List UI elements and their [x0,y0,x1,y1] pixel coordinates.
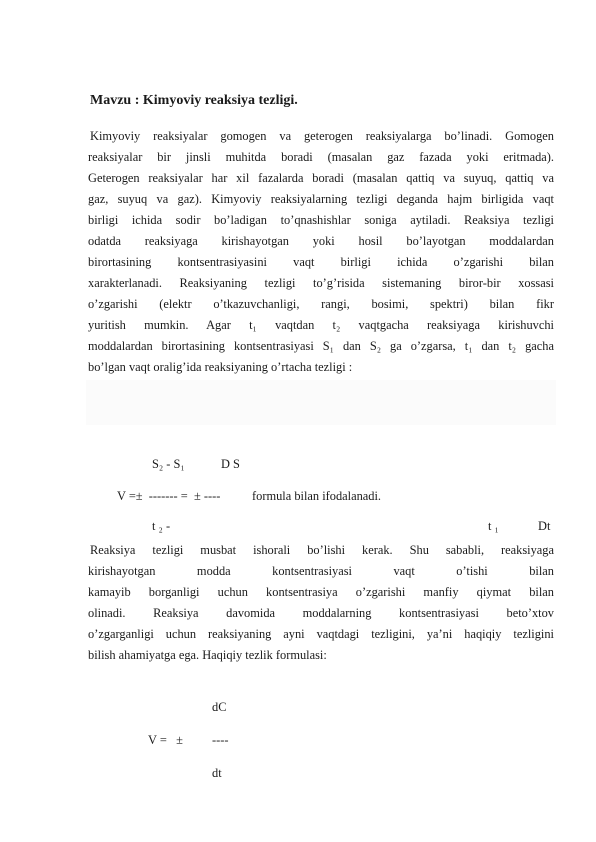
shaded-spacer [86,380,556,425]
formula2-denominator: dt [212,766,222,780]
formula2-lhs: V = ± [148,733,183,747]
paragraph-line: Kimyoviy reaksiyalar gomogen va geterogen reaksiyalarga bo’linadi. Gomogen [90,129,554,143]
formula1-numerator: S₂ - S₁ [152,457,185,471]
paragraph-line: bo’lgan vaqt oralig’ida reaksiyaning o’rtacha tezligi : [88,360,353,374]
paragraph-line: kamayib borganligi uchun kontsentrasiya o’zgarishi manfiy qiymat bilan [88,585,554,599]
paragraph-line: birortasining kontsentrasiyasini vaqt birligi ichida o’zgarishi bilan [88,255,554,269]
paragraph-line: o’zgarishi (elektr o’tkazuvchanligi, rangi, bosimi, spektri) bilan fikr [88,297,554,311]
formula1-t1: t ₁ [488,519,499,533]
paragraph-line: reaksiyalar bir jinsli muhitda boradi (masalan gaz fazada yoki eritmada). [88,150,554,164]
formula1-denominator: t ₂ - [152,519,171,533]
paragraph-line: bilish ahamiyatga ega. Haqiqiy tezlik formulasi: [88,648,327,662]
paragraph-line: odatda reaksiyaga kirishayotgan yoki hosil bo’layotgan moddalardan [88,234,554,248]
paragraph-line: xarakterlanadi. Reaksiyaning tezligi to’g’risida sistemaning biror-bir xossasi [88,276,554,290]
paragraph-line: kirishayotgan modda kontsentrasiyasi vaqt o’tishi bilan [88,564,554,578]
formula1-caption: formula bilan ifodalanadi. [252,489,382,503]
formula2-numerator: dC [212,700,227,714]
formula1-expression: V =± ------- = ± ---- [117,489,221,503]
paragraph-line: moddalardan birortasining kontsentrasiyasi S₁ dan S₂ ga o’zgarsa, t₁ dan t₂ gacha [88,339,554,353]
formula1-delta-numerator: D S [221,457,240,471]
formula2-fraction-bar: ---- [212,733,229,747]
explanation-paragraph [88,540,554,666]
paragraph-line: birligi ichida sodir bo’ladigan to’qnashishlar soniga aytiladi. Reaksiya tezligi [88,213,554,227]
paragraph-line: Geterogen reaksiyalar har xil fazalarda boradi (masalan qattiq va suyuq, qattiq va [88,171,554,185]
page-title: Mavzu : Kimyoviy reaksiya tezligi. [90,93,298,108]
paragraph-line: gaz, suyuq va gaz). Kimyoviy reaksiyalarning tezligi deganda hajm birligida vaqt [88,192,554,206]
paragraph-line: o’zgarganligi uchun reaksiyaning ayni vaqtdagi tezligini, ya’ni haqiqiy tezligini [88,627,554,641]
paragraph-line: yuritish mumkin. Agar t₁ vaqtdan t₂ vaqtgacha reaksiyaga kirishuvchi [88,318,554,332]
formula1-delta-denominator: Dt [538,519,551,533]
paragraph-line: Reaksiya tezligi musbat ishorali bo’lishi kerak. Shu sababli, reaksiyaga [90,543,554,557]
intro-paragraph [88,126,554,378]
paragraph-line: olinadi. Reaksiya davomida moddalarning kontsentrasiyasi beto’xtov [88,606,554,620]
